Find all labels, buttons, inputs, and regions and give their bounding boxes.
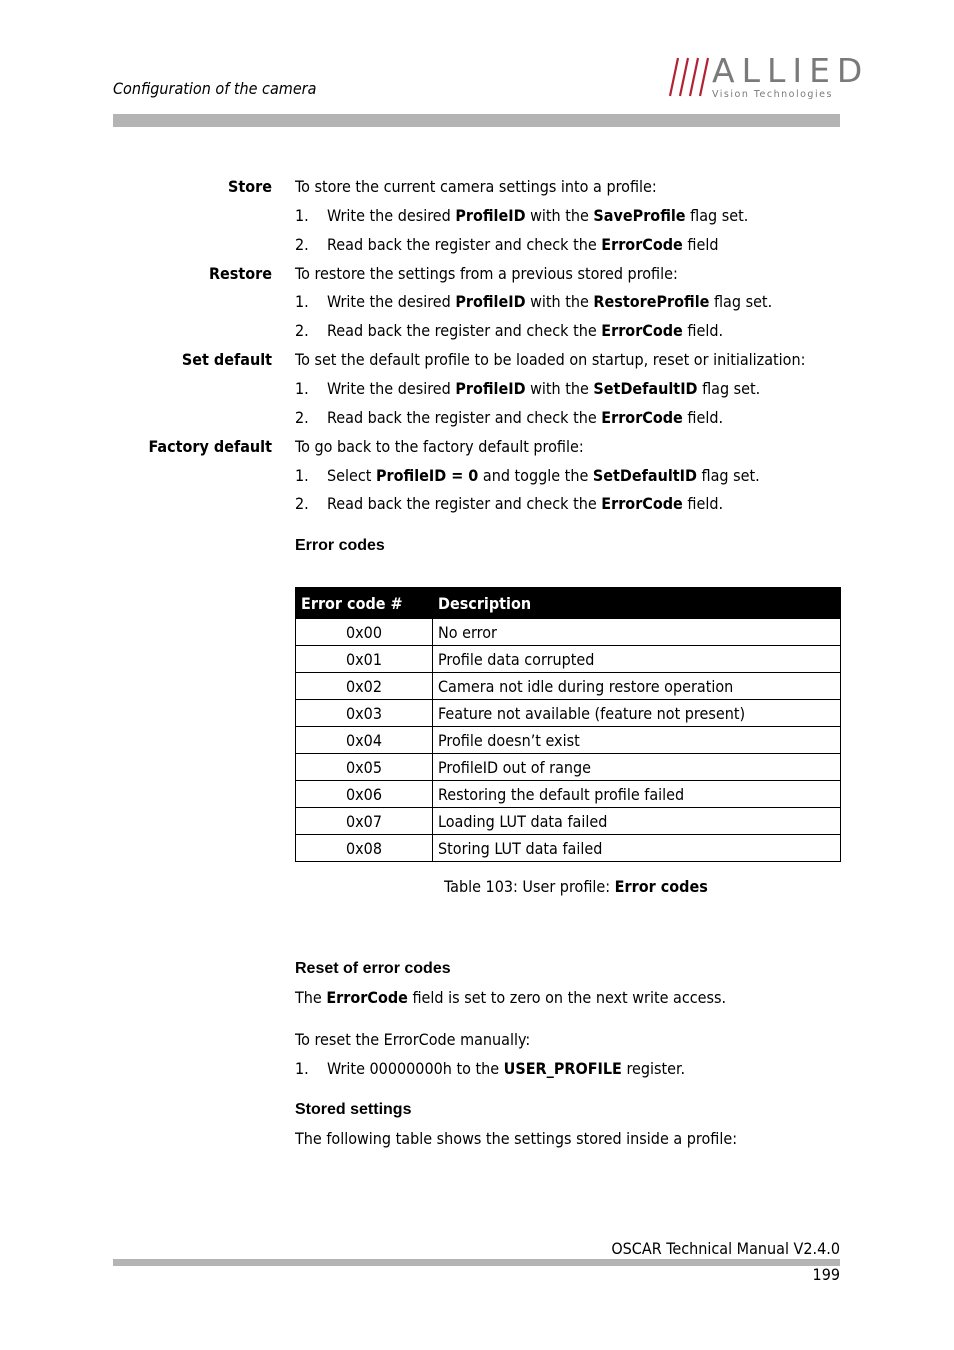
restore-intro: To restore the settings from a previous stored profile:	[295, 264, 678, 283]
description-cell: Loading LUT data failed	[433, 808, 841, 835]
setdefault-step1: Write the desired ProfileID with the SetDefaultID flag set.	[327, 379, 761, 398]
table-row	[296, 808, 841, 835]
allied-logo	[668, 51, 870, 100]
setdefault-step1-number: 1.	[295, 379, 309, 398]
description-cell: Profile doesn’t exist	[433, 727, 841, 754]
header-rule	[113, 114, 840, 127]
table-row	[296, 727, 841, 754]
description-cell: No error	[433, 619, 841, 646]
footer-rule	[113, 1259, 840, 1266]
store-step2: Read back the register and check the ErrorCode field	[327, 235, 719, 254]
error-code-cell: 0x05	[296, 754, 433, 781]
term-store: Store	[227, 177, 272, 196]
description-cell: Restoring the default profile failed	[433, 781, 841, 808]
table-row	[296, 754, 841, 781]
page-number: 199	[812, 1265, 840, 1284]
table-row	[296, 700, 841, 727]
term-restore: Restore	[208, 264, 272, 283]
description-cell: Feature not available (feature not present)	[433, 700, 841, 727]
table-row	[296, 835, 841, 862]
stored-settings-paragraph: The following table shows the settings stored inside a profile:	[295, 1129, 738, 1148]
setdefault-step2-number: 2.	[295, 408, 309, 427]
store-step2-number: 2.	[295, 235, 309, 254]
table-caption: Table 103: User profile: Error codes	[444, 877, 708, 896]
error-code-cell: 0x02	[296, 673, 433, 700]
error-code-cell: 0x08	[296, 835, 433, 862]
restore-step1-number: 1.	[295, 292, 309, 311]
table-row	[296, 619, 841, 646]
setdefault-intro: To set the default profile to be loaded on startup, reset or initialization:	[295, 350, 806, 369]
table-row	[296, 673, 841, 700]
restore-step1: Write the desired ProfileID with the RestoreProfile flag set.	[327, 292, 773, 311]
factory-intro: To go back to the factory default profile:	[295, 437, 584, 456]
term-factory-default: Factory default	[148, 437, 272, 456]
description-cell: ProfileID out of range	[433, 754, 841, 781]
table-row	[296, 781, 841, 808]
factory-step2: Read back the register and check the ErrorCode field.	[327, 494, 724, 513]
reset-manual-text: To reset the ErrorCode manually:	[295, 1030, 531, 1049]
error-code-cell: 0x06	[296, 781, 433, 808]
restore-step2-number: 2.	[295, 321, 309, 340]
error-codes-heading: Error codes	[295, 537, 385, 554]
store-step1-number: 1.	[295, 206, 309, 225]
reset-step1-number: 1.	[295, 1059, 309, 1078]
setdefault-step2: Read back the register and check the ErrorCode field.	[327, 408, 724, 427]
logo-subtext: Vision Technologies	[712, 89, 833, 100]
table-header-row	[296, 588, 841, 619]
description-cell: Storing LUT data failed	[433, 835, 841, 862]
error-code-cell: 0x00	[296, 619, 433, 646]
description-cell: Camera not idle during restore operation	[433, 673, 841, 700]
factory-step1: Select ProfileID = 0 and toggle the SetDefaultID flag set.	[327, 466, 760, 485]
error-code-cell: 0x04	[296, 727, 433, 754]
error-code-cell: 0x07	[296, 808, 433, 835]
factory-step1-number: 1.	[295, 466, 309, 485]
column-header: Error code #	[296, 588, 433, 619]
error-code-cell: 0x01	[296, 646, 433, 673]
reset-paragraph: The ErrorCode field is set to zero on the next write access.	[295, 988, 727, 1007]
description-cell: Profile data corrupted	[433, 646, 841, 673]
footer-manual-title: OSCAR Technical Manual V2.4.0	[611, 1239, 840, 1258]
table-row	[296, 646, 841, 673]
error-code-cell: 0x03	[296, 700, 433, 727]
store-intro: To store the current camera settings into a profile:	[295, 177, 657, 196]
reset-heading: Reset of error codes	[295, 960, 451, 977]
store-step1: Write the desired ProfileID with the SaveProfile flag set.	[327, 206, 749, 225]
stored-settings-heading: Stored settings	[295, 1101, 412, 1118]
column-header: Description	[433, 588, 841, 619]
restore-step2: Read back the register and check the ErrorCode field.	[327, 321, 724, 340]
error-codes-table	[295, 587, 841, 862]
reset-step1: Write 00000000h to the USER_PROFILE register.	[327, 1059, 686, 1078]
logo-text: ALLIED	[712, 51, 870, 90]
term-set-default: Set default	[181, 350, 272, 369]
factory-step2-number: 2.	[295, 494, 309, 513]
running-header: Configuration of the camera	[113, 79, 317, 98]
